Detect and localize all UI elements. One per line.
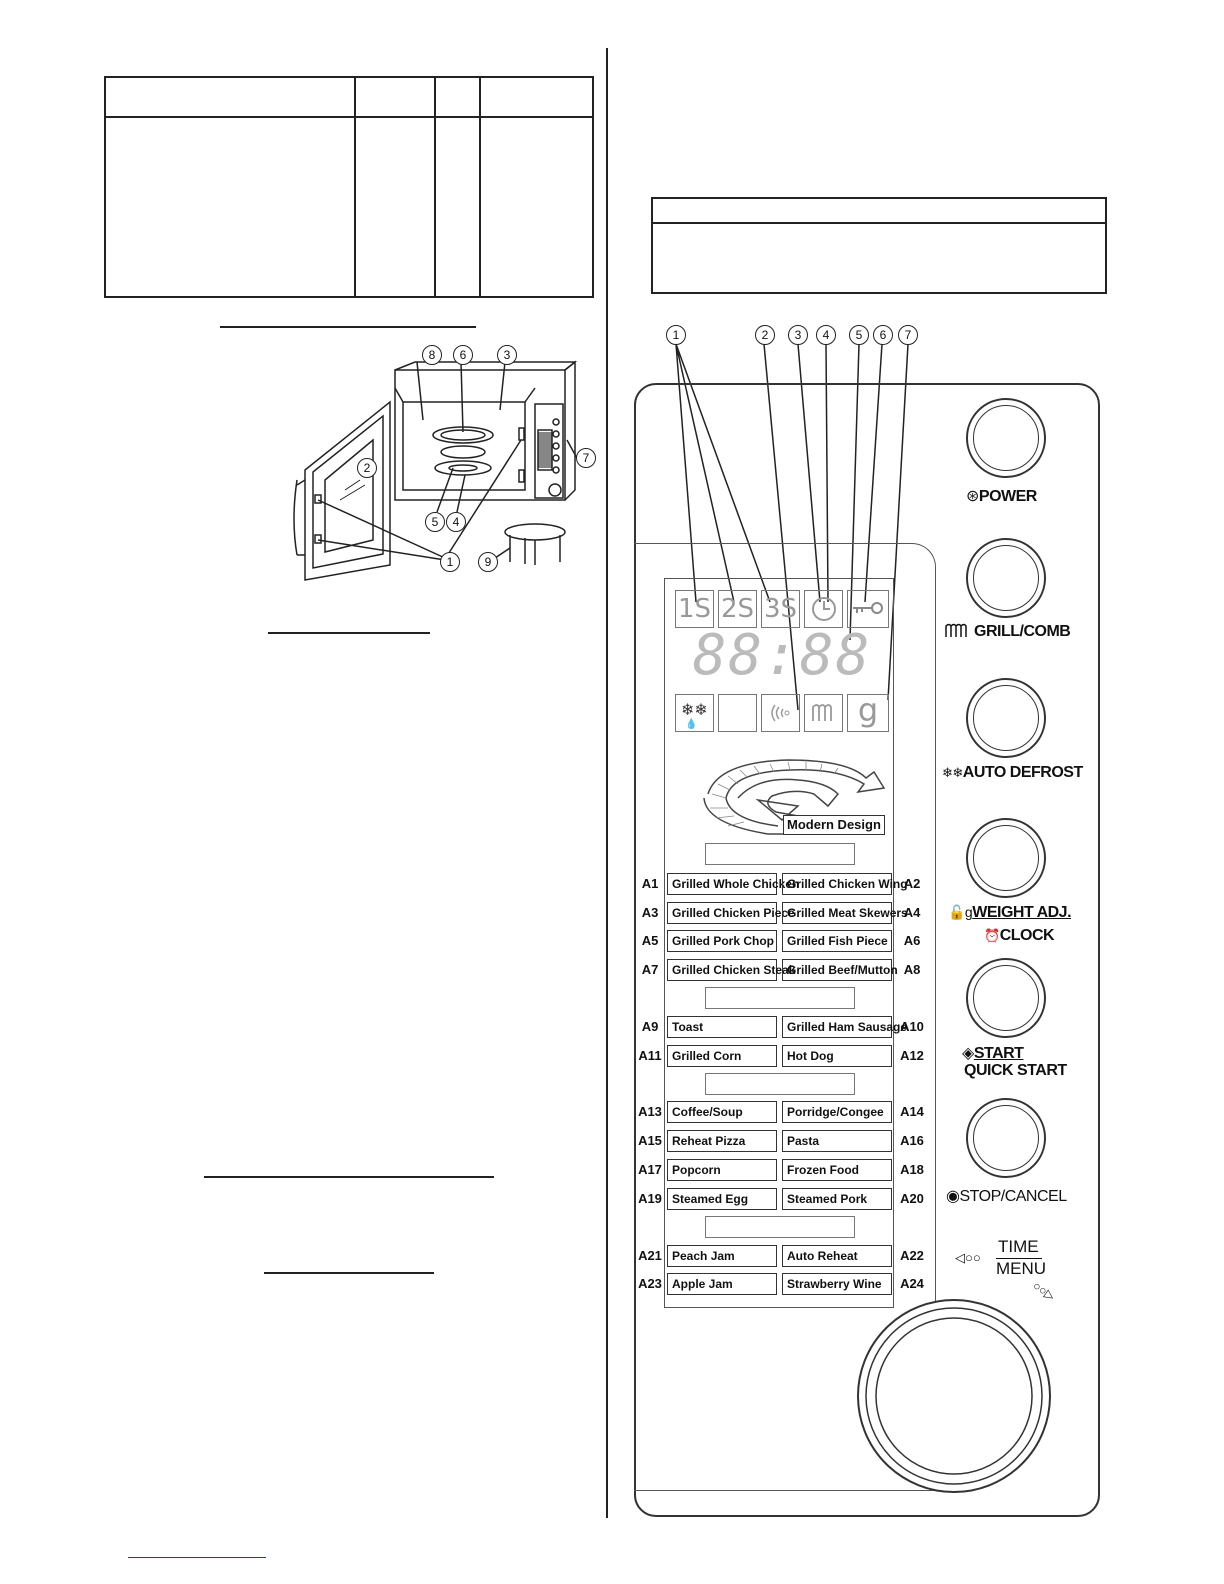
program-label: Pasta — [782, 1130, 892, 1152]
oven-diagram — [285, 340, 605, 585]
callout-9: 9 — [478, 552, 498, 572]
program-code: A19 — [638, 1191, 662, 1206]
spec-table — [104, 76, 594, 298]
program-code: A17 — [638, 1162, 662, 1177]
knob-arrow-icon: ◁○○ — [955, 1250, 981, 1265]
panel-callout-2: 2 — [755, 325, 775, 345]
weight-adj-label: 🔓gWEIGHT ADJ. — [948, 904, 1072, 921]
program-code: A24 — [900, 1276, 924, 1291]
program-code: A5 — [641, 933, 659, 948]
indicator-microwave — [761, 694, 800, 732]
program-label: Grilled Fish Piece — [782, 930, 892, 952]
program-code: A8 — [903, 962, 921, 977]
indicator-2s: 2S — [718, 590, 757, 628]
panel-callout-1: 1 — [666, 325, 686, 345]
program-label: Apple Jam — [667, 1273, 777, 1295]
weight-clock-button[interactable] — [966, 818, 1046, 898]
callout-7: 7 — [576, 448, 596, 468]
callout-4: 4 — [446, 512, 466, 532]
program-label: Grilled Corn — [667, 1045, 777, 1067]
program-label: Strawberry Wine — [782, 1273, 892, 1295]
brand-logo-text: Modern Design — [783, 815, 885, 835]
grill-icon — [944, 622, 974, 638]
indicator-3s: 3S — [761, 590, 800, 628]
indicator-grill — [804, 694, 843, 732]
indicator-defrost — [675, 694, 714, 732]
program-code: A23 — [638, 1276, 662, 1291]
program-label: Grilled Pork Chop — [667, 930, 777, 952]
program-code: A6 — [903, 933, 921, 948]
stop-cancel-button[interactable] — [966, 1098, 1046, 1178]
program-code: A10 — [900, 1019, 924, 1034]
panel-callout-3: 3 — [788, 325, 808, 345]
time-label: TIME — [998, 1237, 1039, 1256]
indicator-blank — [718, 694, 757, 732]
program-label: Grilled Whole Chicken — [667, 873, 777, 895]
category-box-1 — [705, 843, 855, 865]
stop-icon: ◉ — [946, 1188, 960, 1205]
program-code: A2 — [903, 876, 921, 891]
program-code: A7 — [641, 962, 659, 977]
program-label: Coffee/Soup — [667, 1101, 777, 1123]
callout-2: 2 — [357, 458, 377, 478]
program-code: A22 — [900, 1248, 924, 1263]
program-label: Steamed Pork — [782, 1188, 892, 1210]
clock-label: ⏰CLOCK — [984, 927, 1055, 944]
knob-right-arrow: ○○▷ — [1030, 1278, 1058, 1304]
clock-icon — [806, 591, 842, 627]
program-code: A14 — [900, 1104, 924, 1119]
program-label: Reheat Pizza — [667, 1130, 777, 1152]
program-label: Steamed Egg — [667, 1188, 777, 1210]
program-label: Peach Jam — [667, 1245, 777, 1267]
program-code: A4 — [903, 905, 921, 920]
lock-icon: 🔓g — [948, 904, 973, 920]
category-box-4 — [705, 1216, 855, 1238]
menu-label: MENU — [996, 1259, 1047, 1278]
program-label: Grilled Ham Sausage — [782, 1016, 892, 1038]
auto-defrost-button[interactable] — [966, 678, 1046, 758]
program-code: A11 — [638, 1048, 662, 1063]
program-label: Grilled Chicken Piece — [667, 902, 777, 924]
note-box — [651, 197, 1107, 294]
program-label: Grilled Meat Skewers — [782, 902, 892, 924]
page-divider — [606, 48, 608, 1518]
svg-text:💧: 💧 — [684, 719, 697, 730]
callout-8: 8 — [422, 345, 442, 365]
program-label: Frozen Food — [782, 1159, 892, 1181]
program-code: A21 — [638, 1248, 662, 1263]
stop-cancel-label: ◉STOP/CANCEL — [946, 1188, 1067, 1205]
program-code: A15 — [638, 1133, 662, 1148]
grill-comb-button[interactable] — [966, 538, 1046, 618]
footer-link-underline[interactable] — [128, 1557, 266, 1558]
category-box-2 — [705, 987, 855, 1009]
program-code: A12 — [900, 1048, 924, 1063]
grill-comb-label: GRILL/COMB — [944, 622, 1070, 641]
knob-left-arrow — [955, 1250, 981, 1266]
svg-text:❄❄: ❄❄ — [680, 700, 708, 719]
program-label: Popcorn — [667, 1159, 777, 1181]
indicator-1s: 1S — [675, 590, 714, 628]
category-box-3 — [705, 1073, 855, 1095]
time-menu-knob[interactable] — [856, 1298, 1052, 1494]
panel-callout-5: 5 — [849, 325, 869, 345]
indicator-weight: g — [847, 694, 889, 732]
heading-underline — [204, 1176, 494, 1178]
microwave-icon — [763, 695, 799, 731]
auto-defrost-label: ❄❄AUTO DEFROST — [942, 764, 1083, 781]
program-label: Porridge/Congee — [782, 1101, 892, 1123]
panel-callout-4: 4 — [816, 325, 836, 345]
program-code: A13 — [638, 1104, 662, 1119]
program-label: Hot Dog — [782, 1045, 892, 1067]
panel-callout-6: 6 — [873, 325, 893, 345]
defrost-icon: ❄❄ — [942, 765, 963, 780]
key-icon — [849, 591, 887, 627]
program-label: Toast — [667, 1016, 777, 1038]
callout-3: 3 — [497, 345, 517, 365]
quick-start-label: QUICK START — [964, 1062, 1067, 1079]
program-code: A3 — [641, 905, 659, 920]
start-button[interactable] — [966, 958, 1046, 1038]
grill-icon — [806, 695, 842, 731]
power-button[interactable] — [966, 398, 1046, 478]
program-code: A9 — [641, 1019, 659, 1034]
program-label: Grilled Chicken Wing — [782, 873, 892, 895]
heading-underline — [220, 326, 476, 328]
callout-1: 1 — [440, 552, 460, 572]
panel-callout-7: 7 — [898, 325, 918, 345]
heading-underline — [264, 1272, 434, 1274]
power-label: ⊛POWER — [966, 488, 1037, 505]
program-code: A16 — [900, 1133, 924, 1148]
start-label: ◈START — [962, 1045, 1024, 1062]
clock-icon: ⏰ — [984, 928, 1000, 943]
program-code: A18 — [900, 1162, 924, 1177]
program-label: Grilled Chicken Steak — [667, 959, 777, 981]
digit-display: 88:88 — [692, 623, 872, 688]
power-icon: ⊛ — [966, 488, 979, 505]
program-code: A20 — [900, 1191, 924, 1206]
program-label: Auto Reheat — [782, 1245, 892, 1267]
callout-6: 6 — [453, 345, 473, 365]
defrost-icon — [677, 695, 713, 731]
program-code: A1 — [641, 876, 659, 891]
program-label: Grilled Beef/Mutton — [782, 959, 892, 981]
heading-underline — [268, 632, 430, 634]
start-icon: ◈ — [962, 1045, 974, 1062]
callout-5: 5 — [425, 512, 445, 532]
